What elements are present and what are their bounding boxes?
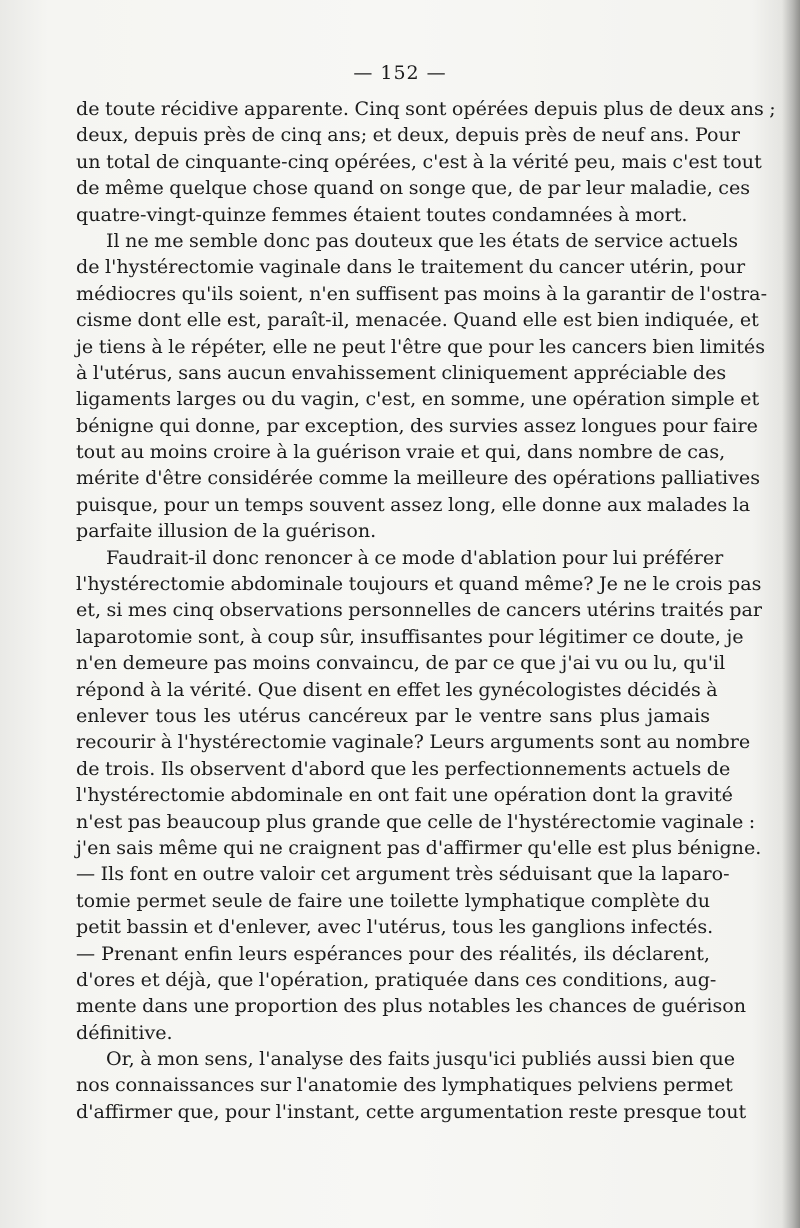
text-line: d'affirmer que, pour l'instant, cette argumentation reste presque tout <box>76 1099 747 1123</box>
text-line: — Prenant enfin leurs espérances pour des réalités, ils déclarent, <box>76 941 710 965</box>
body-text <box>76 96 776 1125</box>
paragraph-3 <box>76 545 763 1046</box>
text-line: l'hystérectomie abdominale en ont fait une opération dont la gravité <box>76 783 733 807</box>
text-line: définitive. <box>76 1020 173 1044</box>
text-line: mérite d'être considérée comme la meilleure des opérations palliatives <box>76 466 761 490</box>
text-line: Faudrait-il donc renoncer à ce mode d'ablation pour lui préférer <box>106 545 724 569</box>
text-line: — Ils font en outre valoir cet argument très séduisant que la laparo- <box>76 862 730 886</box>
text-line: à l'utérus, sans aucun envahissement cliniquement appréciable des <box>76 360 727 384</box>
text-line: quatre-vingt-quinze femmes étaient toutes condamnées à mort. <box>76 202 688 226</box>
text-line: puisque, pour un temps souvent assez long, elle donne aux malades la <box>76 492 751 516</box>
text-line: de toute récidive apparente. Cinq sont opérées depuis plus de deux ans ; <box>76 97 776 120</box>
page-number: — 152 — <box>353 62 447 84</box>
text-line: enlever tous les utérus cancéreux par le ventre sans plus jamais <box>76 703 710 727</box>
text-line: laparotomie sont, à coup sûr, insuffisantes pour légitimer ce doute, je <box>76 624 744 648</box>
text-line: de trois. Ils observent d'abord que les perfectionnements actuels de <box>76 756 731 780</box>
text-line: tout au moins croire à la guérison vraie et qui, dans nombre de cas, <box>76 440 726 464</box>
text-line: mente dans une proportion des plus notables les chances de guérison <box>76 994 747 1018</box>
text-line: nos connaissances sur l'anatomie des lymphatiques pelviens permet <box>76 1073 733 1097</box>
paragraph-4 <box>76 1046 747 1125</box>
text-line: ligaments larges ou du vagin, c'est, en somme, une opération simple et <box>76 387 760 411</box>
text-line: de l'hystérectomie vaginale dans le traitement du cancer utérin, pour <box>76 255 746 279</box>
text-line: parfaite illusion de la guérison. <box>76 519 377 543</box>
paragraph-2 <box>76 228 768 545</box>
text-line: tomie permet seule de faire une toilette lymphatique complète du <box>76 888 710 912</box>
text-line: recourir à l'hystérectomie vaginale? Leurs arguments sont au nombre <box>76 730 751 754</box>
text-line: répond à la vérité. Que disent en effet les gynécologistes décidés à <box>76 677 718 701</box>
text-line: deux, depuis près de cinq ans; et deux, depuis près de neuf ans. Pour <box>76 123 740 147</box>
paragraph-1 <box>76 96 776 228</box>
text-line: j'en sais même qui ne craignent pas d'affirmer qu'elle est plus bénigne. <box>76 835 762 859</box>
text-line: de même quelque chose quand on songe que, de par leur maladie, ces <box>76 176 751 200</box>
text-line: un total de cinquante-cinq opérées, c'est à la vérité peu, mais c'est tout <box>76 149 762 173</box>
text-line: et, si mes cinq observations personnelles de cancers utérins traités par <box>76 598 763 622</box>
page-edge-shadow <box>782 0 800 1228</box>
text-line: petit bassin et d'enlever, avec l'utérus, tous les ganglions infectés. <box>76 915 714 939</box>
text-line: bénigne qui donne, par exception, des survies assez longues pour faire <box>76 413 758 437</box>
text-line: Il ne me semble donc pas douteux que les états de service actuels <box>106 228 739 252</box>
text-line: médiocres qu'ils soient, n'en suffisent pas moins à la garantir de l'ostra- <box>76 281 768 305</box>
text-line: n'en demeure pas moins convaincu, de par ce que j'ai vu ou lu, qu'il <box>76 651 726 675</box>
text-line: d'ores et déjà, que l'opération, pratiquée dans ces conditions, aug- <box>76 967 717 991</box>
text-line: l'hystérectomie abdominale toujours et quand même? Je ne le crois pas <box>76 572 762 596</box>
text-line: n'est pas beaucoup plus grande que celle de l'hystérectomie vaginale : <box>76 809 756 833</box>
text-line: Or, à mon sens, l'analyse des faits jusqu'ici publiés aussi bien que <box>106 1047 736 1071</box>
text-line: cisme dont elle est, paraît-il, menacée. Quand elle est bien indiquée, et <box>76 308 759 332</box>
text-line: je tiens à le répéter, elle ne peut l'être que pour les cancers bien limités <box>76 334 766 358</box>
